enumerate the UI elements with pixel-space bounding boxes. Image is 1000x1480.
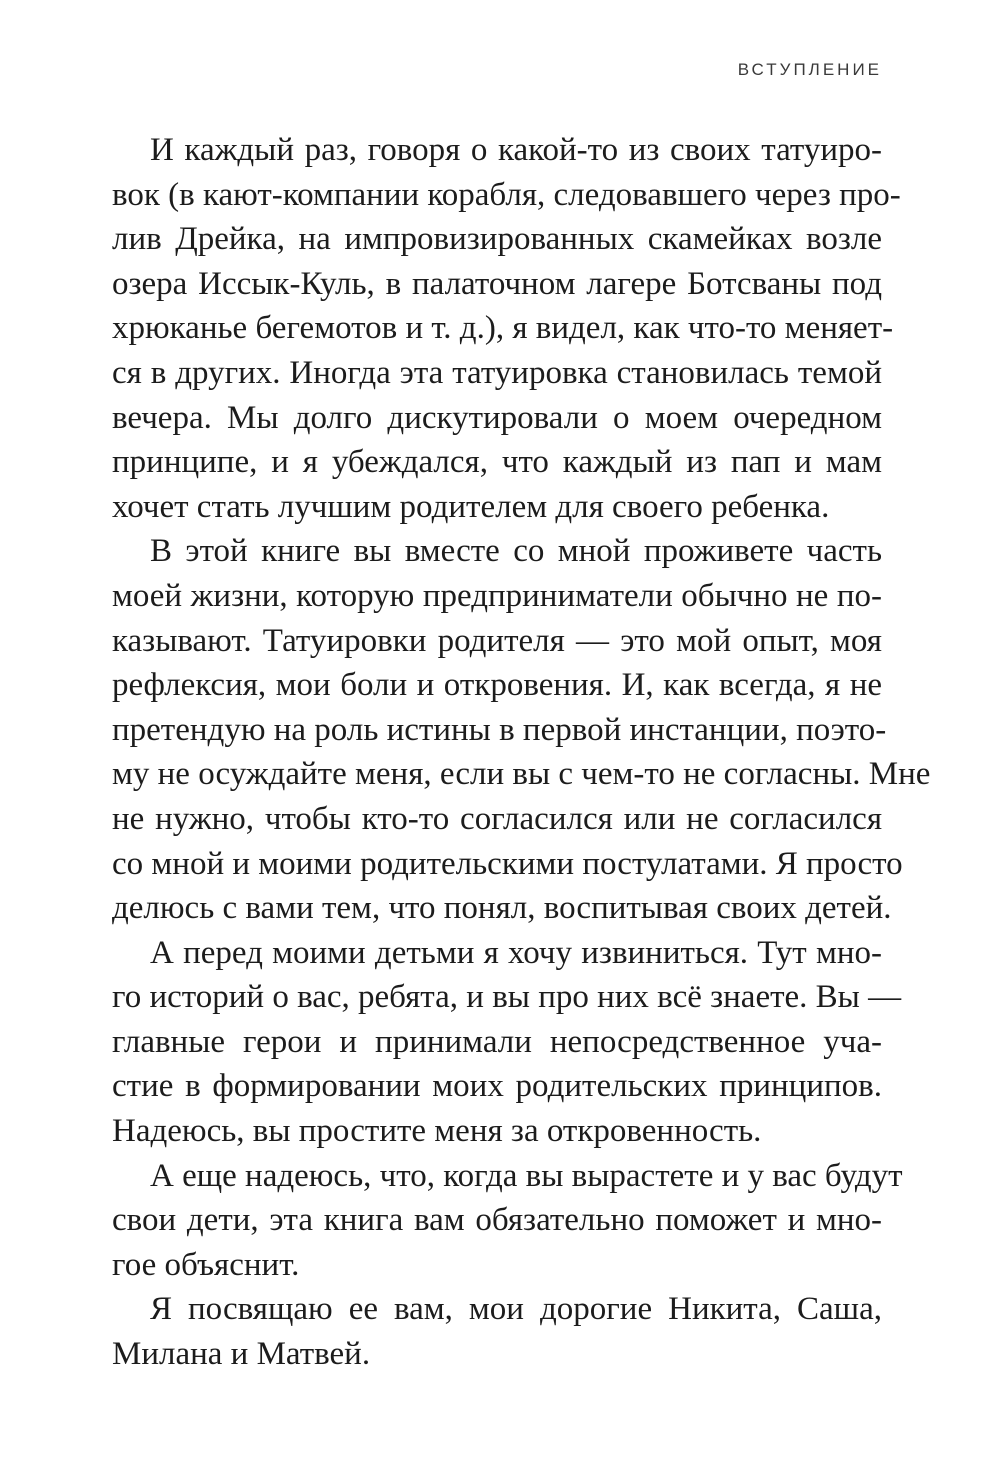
text-line: И каждый раз, говоря о какой-то из своих татуиро- xyxy=(150,132,882,168)
paragraph-5 xyxy=(112,1287,882,1376)
text-line: со мной и моими родительскими постулатами. Я просто xyxy=(112,845,903,882)
text-line: Надеюсь, вы простите меня за откровенность. xyxy=(112,1113,762,1150)
text-line: вок (в кают-компании корабля, следовавшего через про- xyxy=(112,176,901,213)
paragraph-1 xyxy=(112,128,901,529)
text-line: А еще надеюсь, что, когда вы вырастете и у вас будут xyxy=(150,1157,903,1194)
text-line: не нужно, чтобы кто-то согласился или не согласился xyxy=(112,800,882,837)
text-line: претендую на роль истины в первой инстанции, поэто- xyxy=(112,711,887,748)
paragraph-4 xyxy=(112,1154,903,1288)
text-line: му не осуждайте меня, если вы с чем-то не согласны. Мне xyxy=(112,756,931,793)
paragraph-2 xyxy=(112,529,931,930)
text-line: главные герои и принимали непосредственное уча- xyxy=(112,1023,882,1060)
running-head: ВСТУПЛЕНИЕ xyxy=(737,60,882,79)
text-line: свои дети, эта книга вам обязательно поможет и мно- xyxy=(112,1202,882,1239)
body-text xyxy=(112,128,931,1377)
text-line: принципе, и я убеждался, что каждый из пап и мам xyxy=(112,444,882,481)
text-line: лив Дрейка, на импровизированных скамейках возле xyxy=(112,221,882,258)
text-line: Я посвящаю ее вам, мои дорогие Никита, Саша, xyxy=(150,1291,882,1328)
text-line: стие в формировании моих родительских принципов. xyxy=(112,1068,882,1105)
text-line: хрюканье бегемотов и т. д.), я видел, как что-то меняет- xyxy=(112,310,894,347)
text-line: казывают. Татуировки родителя — это мой опыт, моя xyxy=(112,622,882,659)
text-line: рефлексия, мои боли и откровения. И, как всегда, я не xyxy=(112,667,882,704)
text-line: го историй о вас, ребята, и вы про них всё знаете. Вы — xyxy=(112,979,902,1016)
text-line: гое объяснит. xyxy=(112,1246,300,1283)
text-line: А перед моими детьми я хочу извиниться. Тут мно- xyxy=(150,934,882,971)
paragraph-3 xyxy=(112,931,902,1154)
text-line: ся в других. Иногда эта татуировка становилась темой xyxy=(112,354,882,391)
text-line: В этой книге вы вместе со мной проживете часть xyxy=(150,533,882,570)
text-line: моей жизни, которую предприниматели обычно не по- xyxy=(112,577,882,614)
text-line: вечера. Мы долго дискутировали о моем очередном xyxy=(112,399,882,436)
text-line: озера Иссык-Куль, в палаточном лагере Ботсваны под xyxy=(112,265,882,302)
text-line: Милана и Матвей. xyxy=(112,1336,371,1373)
text-line: делюсь с вами тем, что понял, воспитывая своих детей. xyxy=(112,890,892,927)
text-line: хочет стать лучшим родителем для своего ребенка. xyxy=(112,488,830,525)
